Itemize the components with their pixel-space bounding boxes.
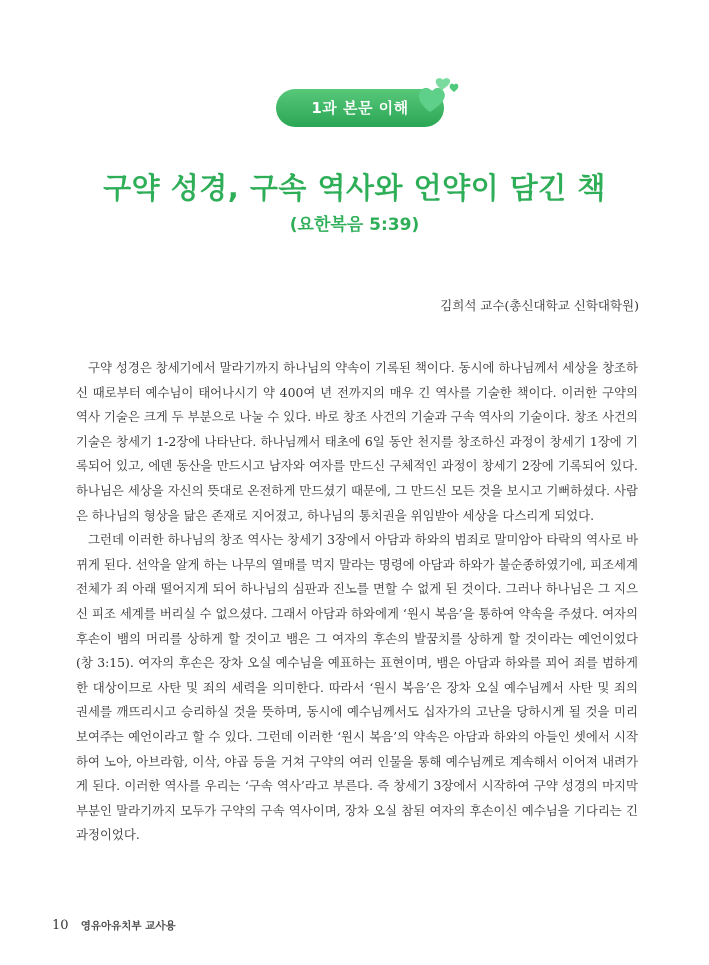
page-title: 구약 성경, 구속 역사와 언약이 담긴 책 [103,171,606,205]
book-title: 영유아유치부 교사용 [80,920,176,932]
paragraph: 그런데 이러한 하나님의 창조 역사는 창세기 3장에서 아담과 하와의 범죄로 말미암아 타락의 역사로 바뀌게 된다. 선악을 알게 하는 나무의 열매를 먹지 말라는 명령에 아담과 하와가 불순종하였기에, 피조세계 전체가 죄 아래 떨어지게 되어 하나님의 심판과 진노를 면할 수 없게 된 것이다. 그러나 하나님은 그 지으신 피조 세계를 버리실 수 없으셨다. 그래서 아담과 하와에게 ‘원시 복음’을 통하여 약속을 주셨다. 여자의 후손이 뱀의 머리를 상하게 할 것이고 뱀은 그 여자의 후손의 발꿈치를 상하게 할 것이라는 예언이었다(창 3:15). 여자의 후손은 장차 오실 예수님을 예표하는 표현이며, 뱀은 아담과 하와를 꾀어 죄를 범하게 한 대상이므로 사탄 및 죄의 세력을 의미한다. 따라서 ‘원시 복음’은 장차 오실 예수님께서 사탄 및 죄의 권세를 깨뜨리시고 승리하실 것을 뜻하며, 동시에 예수님께서도 십자가의 고난을 당하시게 될 것을 미리 보여주는 예언이라고 할 수 있다. 그런데 이러한 ‘원시 복음’의 약속은 아담과 하와의 아들인 셋에서 시작하여 노아, 아브라함, 이삭, 야곱 등을 거쳐 구약의 여러 인물을 통해 예수님께로 계속해서 이어져 내려가게 된다. 이러한 역사를 우리는 ‘구속 역사’라고 부른다. 즉 창세기 3장에서 시작하여 구약 성경의 마지막 부분인 말라기까지 모두가 구약의 구속 역사이며, 장차 오실 참된 여자의 후손이신 예수님을 기다리는 긴 과정이었다. [76,532,638,843]
page-number: 10 [52,918,69,933]
page-footer [52,918,176,933]
section-badge [276,68,466,130]
hearts-icon [418,68,466,118]
body-text [76,356,638,848]
author-credit: 김희석 교수(총신대학교 신학대학원) [440,298,639,313]
paragraph: 구약 성경은 창세기에서 말라기까지 하나님의 약속이 기록된 책이다. 동시에 하나님께서 세상을 창조하신 때로부터 예수님이 태어나시기 약 400여 년 전까지의 매우 긴 역사를 기술한 책이다. 이러한 구약의 역사 기술은 크게 두 부분으로 나눌 수 있다. 바로 창조 사건의 기술과 구속 역사의 기술이다. 창조 사건의 기술은 창세기 1-2장에 나타난다. 하나님께서 태초에 6일 동안 천지를 창조하신 과정이 창세기 1장에 기록되어 있고, 에덴 동산을 만드시고 남자와 여자를 만드신 구체적인 과정이 창세기 2장에 기록되어 있다. 하나님은 세상을 자신의 뜻대로 온전하게 만드셨기 때문에, 그 만드신 모든 것을 보시고 기뻐하셨다. 사람은 하나님의 형상을 닮은 존재로 지어졌고, 하나님의 통치권을 위임받아 세상을 다스리게 되었다. [76,360,638,523]
scripture-reference: (요한복음 5:39) [289,215,420,235]
section-badge-label: 1과 본문 이해 [276,89,444,127]
